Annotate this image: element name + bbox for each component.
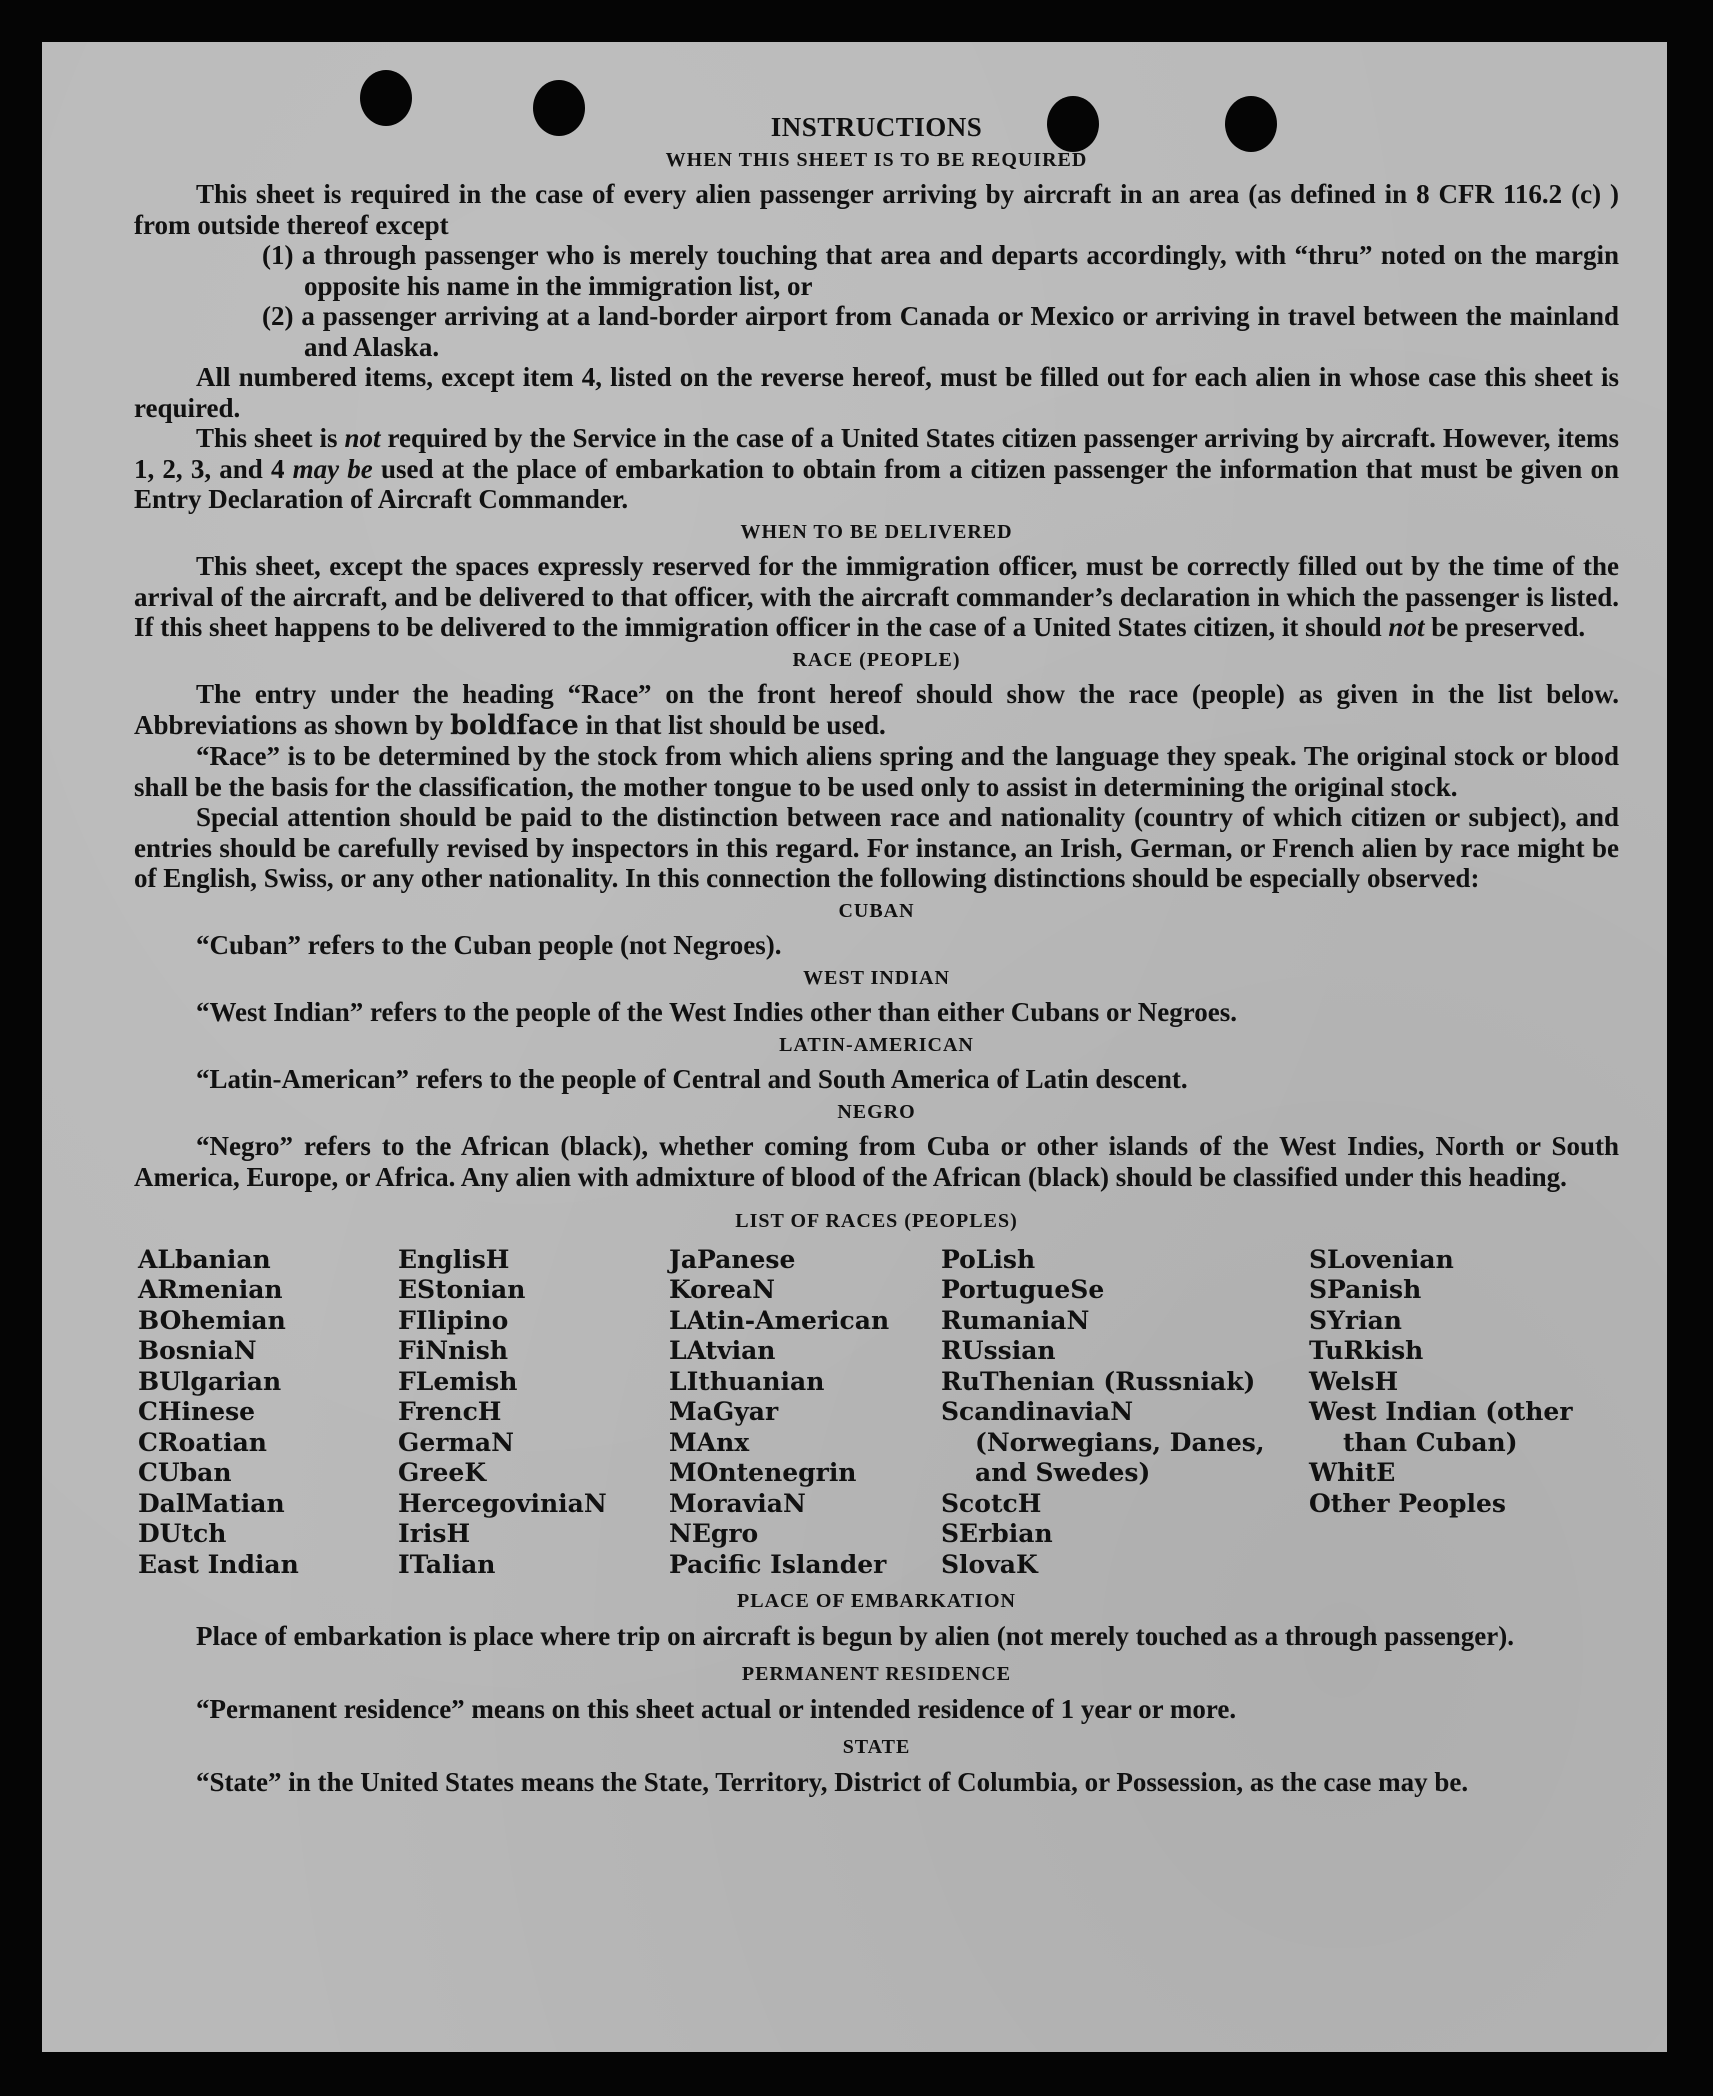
race-entry: SErbian	[941, 1519, 1053, 1548]
race-entry: KoreaN	[669, 1275, 775, 1304]
race-entry: ITalian	[398, 1549, 496, 1579]
race-entry: FrencH	[398, 1397, 502, 1426]
heading-when-required: WHEN THIS SHEET IS TO BE REQUIRED	[665, 148, 1088, 171]
race-entry: CHinese	[138, 1397, 256, 1426]
heading-when-delivered: WHEN TO BE DELIVERED	[740, 520, 1013, 543]
race-entry: MoraviaN	[669, 1488, 806, 1518]
race-entry: GermaN	[398, 1427, 514, 1457]
races-column-2	[398, 1245, 669, 1581]
heading-negro: NEGRO	[837, 1100, 916, 1123]
latin-american-definition: “Latin-American” refers to the people of Central and South America of Latin descent.	[196, 1064, 1188, 1094]
race-entry: DUtch	[138, 1519, 227, 1548]
race-entry: LAtvian	[669, 1336, 776, 1365]
race-entry: Other Peoples	[1309, 1488, 1506, 1518]
races-column-3	[669, 1245, 941, 1581]
race-entry: MAnx	[669, 1427, 750, 1457]
race-entry: ScandinaviaN (Norwegians, Danes, and Swedes)	[941, 1397, 1265, 1487]
instructions-content	[134, 112, 1619, 1797]
race-entry: West Indian (other than Cuban)	[1309, 1397, 1573, 1457]
race-entry: BUlgarian	[138, 1366, 282, 1396]
race-entry: ALbanian	[138, 1244, 271, 1274]
exception-item-2: (2) a passenger arriving at a land-border airport from Canada or Mexico or arriving in travel between the mainland and Alaska.	[262, 301, 1619, 362]
race-entry: CRoatian	[138, 1427, 267, 1457]
race-entry: JaPanese	[669, 1244, 796, 1274]
race-entry: ScotcH	[941, 1488, 1042, 1518]
race-paragraph-3: Special attention should be paid to the distinction between race and nationality (country of which citizen or subject), and entries should be carefully revised by inspectors in this regard. For instance, an Irish, German, or French alien by race might be of English, Swiss, or any other nationality. In this connection the following distinctions should be especially observed:	[134, 802, 1619, 893]
race-entry: TuRkish	[1309, 1336, 1424, 1365]
heading-race: RACE (PEOPLE)	[792, 648, 961, 671]
heading-west-indian: WEST INDIAN	[803, 966, 950, 989]
document-sheet	[42, 42, 1667, 2052]
races-column-4	[941, 1245, 1309, 1581]
heading-place-of-embarkation: PLACE OF EMBARKATION	[737, 1590, 1016, 1612]
race-entry: BOhemian	[138, 1305, 286, 1335]
race-paragraph-1: The entry under the heading “Race” on the front hereof should show the race (people) as given in the list below. Abbreviations as shown by boldface in that list should be used.	[134, 679, 1619, 741]
west-indian-definition: “West Indian” refers to the people of the West Indies other than either Cubans or Negroes.	[196, 997, 1238, 1027]
race-entry: CUban	[138, 1458, 232, 1487]
heading-latin-american: LATIN-AMERICAN	[779, 1033, 974, 1056]
state-definition: “State” in the United States means the State, Territory, District of Columbia, or Possession, as the case may be.	[196, 1766, 1469, 1797]
race-entry: MaGyar	[669, 1397, 779, 1426]
list-of-races	[138, 1245, 1619, 1581]
race-entry: FiNnish	[398, 1336, 509, 1365]
exception-item-1: (1) a through passenger who is merely touching that area and departs accordingly, with “thru” noted on the margin opposite his name in the immigration list, or	[262, 240, 1619, 301]
race-entry: LAtin-American	[669, 1305, 890, 1335]
place-of-embarkation-definition: Place of embarkation is place where trip on aircraft is begun by alien (not merely touched as a through passenger).	[196, 1620, 1514, 1651]
heading-state: STATE	[842, 1736, 911, 1758]
race-entry: GreeK	[398, 1458, 487, 1487]
race-entry: EStonian	[398, 1275, 526, 1304]
race-entry: RumaniaN	[941, 1305, 1090, 1335]
race-paragraph-2: “Race” is to be determined by the stock from which aliens spring and the language they speak. The original stock or blood shall be the basis for the classification, the mother tongue to be used only to assist in determining the original stock.	[134, 741, 1619, 802]
races-column-1	[138, 1245, 398, 1581]
citizen-paragraph: This sheet is not required by the Service in the case of a United States citizen passenger arriving by aircraft. However, items 1, 2, 3, and 4 may be used at the place of embarkation to obtain from a citizen passenger the information that must be given on Entry Declaration of Aircraft Commander.	[134, 423, 1619, 514]
race-entry: FLemish	[398, 1366, 518, 1396]
race-entry: DalMatian	[138, 1488, 285, 1518]
race-entry: SlovaK	[941, 1549, 1038, 1579]
race-entry: SPanish	[1309, 1275, 1422, 1304]
race-entry: RUssian	[941, 1336, 1056, 1365]
race-entry: ARmenian	[138, 1275, 283, 1304]
race-entry: PortugueSe	[941, 1275, 1105, 1304]
negro-definition: “Negro” refers to the African (black), whether coming from Cuba or other islands of the West Indies, North or South America, Europe, or Africa. Any alien with admixture of blood of the African (black) should be classified under this heading.	[134, 1131, 1619, 1192]
numbered-items-paragraph: All numbered items, except item 4, listed on the reverse hereof, must be filled out for each alien in whose case this sheet is required.	[134, 362, 1619, 423]
race-entry: PoLish	[941, 1244, 1036, 1274]
heading-permanent-residence: PERMANENT RESIDENCE	[741, 1663, 1012, 1685]
when-delivered-paragraph: This sheet, except the spaces expressly reserved for the immigration officer, must be correctly filled out by the time of the arrival of the aircraft, and be delivered to that officer, with the aircraft commander’s declaration in which the passenger is listed. If this sheet happens to be delivered to the immigration officer in the case of a United States citizen, it should not be preserved.	[134, 551, 1619, 642]
race-entry: East Indian	[138, 1549, 299, 1579]
heading-list-of-races: LIST OF RACES (PEOPLES)	[735, 1210, 1018, 1232]
race-entry: FIlipino	[398, 1305, 509, 1335]
race-entry: RuThenian (Russniak)	[941, 1366, 1256, 1396]
cuban-definition: “Cuban” refers to the Cuban people (not Negroes).	[196, 930, 782, 960]
race-entry: WhitE	[1309, 1458, 1396, 1487]
race-entry: NEgro	[669, 1519, 759, 1548]
race-entry: Pacific Islander	[669, 1549, 887, 1579]
when-required-paragraph: This sheet is required in the case of every alien passenger arriving by aircraft in an area (as defined in 8 CFR 116.2 (c) ) from outside thereof except	[134, 179, 1619, 240]
race-entry: IrisH	[398, 1519, 471, 1548]
page-title: INSTRUCTIONS	[770, 112, 983, 142]
race-entry: BosniaN	[138, 1336, 257, 1365]
race-entry: LIthuanian	[669, 1366, 825, 1396]
race-entry: EnglisH	[398, 1244, 510, 1274]
races-column-5	[1309, 1245, 1599, 1581]
race-entry: HercegoviniaN	[398, 1488, 607, 1518]
race-entry: WelsH	[1309, 1366, 1399, 1396]
heading-cuban: CUBAN	[838, 899, 915, 922]
race-entry: SYrian	[1309, 1305, 1402, 1335]
race-entry: SLovenian	[1309, 1244, 1454, 1274]
race-entry: MOntenegrin	[669, 1458, 857, 1487]
permanent-residence-definition: “Permanent residence” means on this sheet actual or intended residence of 1 year or more.	[196, 1693, 1237, 1724]
